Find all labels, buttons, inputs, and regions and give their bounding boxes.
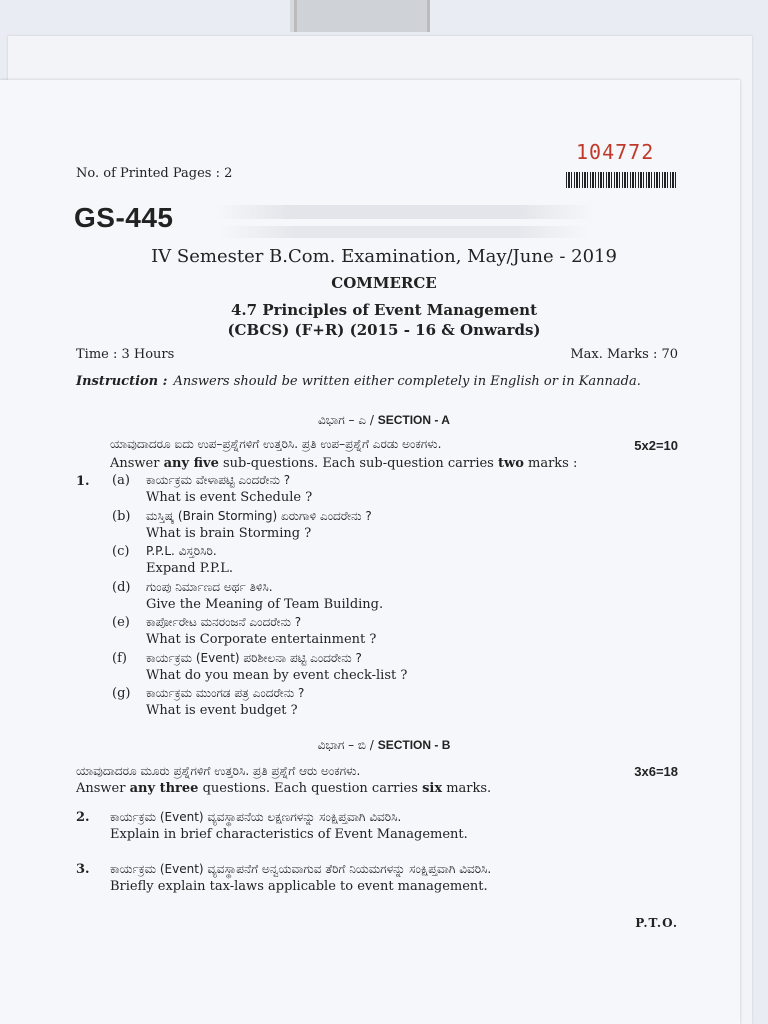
barcode	[566, 172, 676, 188]
instr-bold: two	[498, 456, 524, 471]
question-number: 2.	[76, 810, 90, 825]
subject-title: COMMERCE	[331, 274, 437, 292]
sub-question-en: What do you mean by event check-list ?	[146, 667, 408, 683]
instruction-text: Answers should be written either completely in English or in Kannada.	[173, 374, 641, 389]
question-kn: ಕಾರ್ಯಕ್ರಮ (Event) ವ್ಯವಸ್ಥಾಪನೆಗೆ ಅನ್ವಯವಾಗುವ ತೆರಿಗೆ ನಿಯಮಗಳನ್ನು ಸಂಕ್ಷಿಪ್ತವಾಗಿ ವಿವರಿಸಿ.	[110, 862, 492, 876]
section-b-marks: 3x6=18	[634, 764, 678, 779]
instr-text: sub-questions. Each sub-question carries	[222, 456, 494, 471]
bleed-through-mark	[220, 226, 590, 238]
sub-question-kn: ಕಾರ್ಯಕ್ರಮ (Event) ಪರಿಶೀಲನಾ ಪಟ್ಟಿ ಎಂದರೇನು ?	[146, 650, 362, 665]
section-b-heading-kn: ವಿಭಾಗ – ಬಿ /	[317, 738, 374, 752]
sub-question-label: (e)	[112, 615, 130, 630]
instr-bold: any three	[129, 781, 199, 796]
time-allowed: Time : 3 Hours	[76, 347, 175, 362]
printed-pages: No. of Printed Pages : 2	[76, 166, 233, 181]
sub-question-label: (d)	[112, 579, 131, 595]
sub-question-kn: ಕಾರ್ಯಕ್ರಮ ವೇಳಾಪಟ್ಟಿ ಎಂದರೇನು ?	[146, 473, 291, 487]
sub-question-en: Expand P.P.L.	[146, 561, 233, 576]
question-kn: ಕಾರ್ಯಕ್ರಮ (Event) ವ್ಯವಸ್ಥಾಪನೆಯ ಲಕ್ಷಣಗಳನ್ನು ಸಂಕ್ಷಿಪ್ತವಾಗಿ ವಿವರಿಸಿ.	[110, 810, 402, 824]
section-a-instruction-en	[110, 456, 577, 471]
instr-text: Answer	[76, 781, 126, 796]
instr-bold: any five	[163, 456, 219, 471]
instruction-label: Instruction :	[76, 374, 168, 389]
serial-number: 104772	[576, 140, 655, 164]
sub-question-kn: ಮಸ್ತಿಷ್ಕ (Brain Storming) ಏರುಗಾಳಿ ಎಂದರೇನು ?	[146, 508, 372, 523]
question-en: Explain in brief characteristics of Event Management.	[110, 827, 468, 842]
instr-text: marks.	[446, 781, 492, 796]
instr-text: Answer	[110, 456, 160, 471]
sub-question-en: What is brain Storming ?	[146, 525, 312, 541]
section-b-instruction-en	[76, 781, 491, 796]
sub-question-en: What is event Schedule ?	[146, 490, 313, 505]
section-b-heading	[0, 738, 768, 753]
sub-question-kn: ಗುಂಪು ನಿರ್ಮಾಣದ ಅರ್ಥ ತಿಳಿಸಿ.	[146, 579, 273, 594]
section-b-heading-en: SECTION - B	[377, 738, 451, 752]
section-a-heading-en: SECTION - A	[377, 413, 450, 427]
question-number: 1.	[76, 474, 90, 489]
instr-bold: six	[422, 781, 443, 796]
sub-question-label: (a)	[112, 473, 130, 488]
section-a-instruction-kn: ಯಾವುದಾದರೂ ಐದು ಉಪ–ಪ್ರಶ್ನೆಗಳಿಗೆ ಉತ್ತರಿಸಿ. ಪ್ರತಿ ಉಪ–ಪ್ರಶ್ನೆಗೆ ಎರಡು ಅಂಕಗಳು.	[110, 437, 442, 451]
sub-question-kn: ಕಾರ್ಪೋರೇಟ ಮನರಂಜನೆ ಎಂದರೇನು ?	[146, 615, 302, 629]
paper-title	[0, 300, 768, 340]
sub-question-en: What is event budget ?	[146, 703, 298, 718]
section-a-marks: 5x2=10	[634, 438, 678, 453]
instruction	[76, 374, 641, 389]
sub-question-label: (f)	[112, 650, 127, 666]
sub-question-en: What is Corporate entertainment ?	[146, 632, 377, 647]
question-en: Briefly explain tax-laws applicable to event management.	[110, 879, 488, 894]
instr-text: marks :	[528, 456, 578, 471]
section-b-instruction-kn: ಯಾವುದಾದರೂ ಮೂರು ಪ್ರಶ್ನೆಗಳಿಗೆ ಉತ್ತರಿಸಿ. ಪ್ರತಿ ಪ್ರಶ್ನೆಗೆ ಆರು ಅಂಕಗಳು.	[76, 764, 361, 778]
section-a-heading-kn: ವಿಭಾಗ – ಎ /	[318, 413, 374, 427]
instr-text: questions. Each question carries	[202, 781, 418, 796]
paper-code: GS-445	[74, 202, 174, 233]
section-a-heading	[0, 413, 768, 428]
paper-title-line1: 4.7 Principles of Event Management	[231, 301, 537, 319]
sub-question-kn: ಕಾರ್ಯಕ್ರಮ ಮುಂಗಡ ಪತ್ರ ಎಂದರೇನು ?	[146, 686, 305, 700]
scanner-clip	[290, 0, 430, 32]
sub-question-en: Give the Meaning of Team Building.	[146, 596, 384, 612]
sub-question-label: (g)	[112, 686, 131, 701]
sub-question-label: (c)	[112, 544, 130, 559]
exam-title: IV Semester B.Com. Examination, May/June - 2019	[151, 246, 617, 267]
max-marks: Max. Marks : 70	[570, 347, 678, 362]
question-number: 3.	[76, 862, 90, 877]
sub-question-kn: P.P.L. ವಿಸ್ತರಿಸಿರಿ.	[146, 544, 217, 558]
sub-question-label: (b)	[112, 508, 131, 524]
pto-label: P.T.O.	[635, 916, 678, 930]
bleed-through-mark	[215, 205, 595, 219]
clip-bar	[294, 0, 430, 32]
paper-title-line2: (CBCS) (F+R) (2015 - 16 & Onwards)	[227, 321, 541, 339]
